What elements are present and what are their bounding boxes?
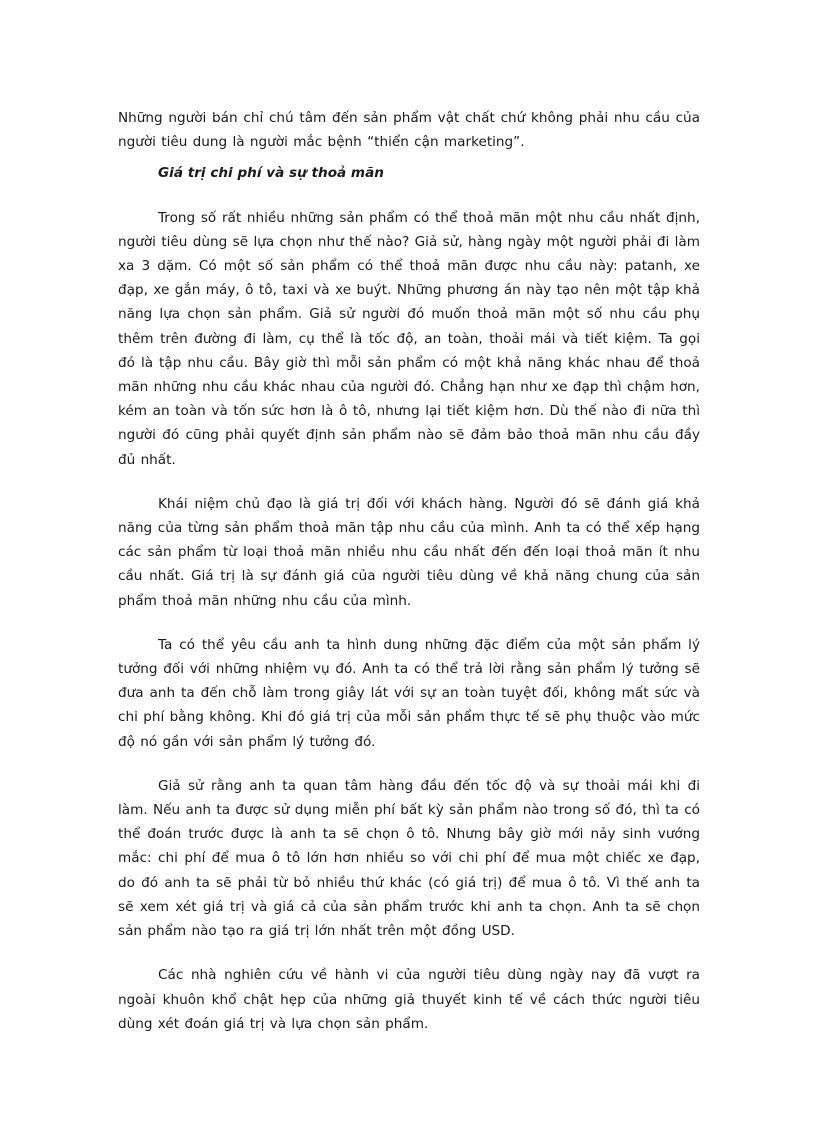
- intro-paragraph: Những người bán chỉ chú tâm đến sản phẩm vật chất chứ không phải nhu cầu của người tiêu dung là người mắc bệnh “thiển cận marketing”.: [118, 110, 700, 151]
- paragraph-5: Các nhà nghiên cứu về hành vi của người tiêu dùng ngày nay đã vượt ra ngoài khuôn khổ chật hẹp của những giả thuyết kinh tế về cách thức người tiêu dùng xét đoán giá trị và lựa chọn sản phẩm.: [118, 967, 700, 1032]
- paragraph-4: Giả sử rằng anh ta quan tâm hàng đầu đến tốc độ và sự thoải mái khi đi làm. Nếu anh ta được sử dụng miễn phí bất kỳ sản phẩm nào trong số đó, thì ta có thể đoán trước được là anh ta sẽ chọn ô tô. Nhưng bây giờ mới nảy sinh vướng mắc: chi phí để mua ô tô lớn hơn nhiều so với chi phí để mua một chiếc xe đạp, do đó anh ta sẽ phải từ bỏ nhiều thứ khác (có giá trị) để mua ô tô. Vì thế anh ta sẽ xem xét giá trị và giá cả của sản phẩm trước khi anh ta chọn. Anh ta sẽ chọn sản phẩm nào tạo ra giá trị lớn nhất trên một đồng USD.: [118, 777, 700, 940]
- document-page: [118, 106, 700, 1036]
- section-heading: Giá trị chi phí và sự thoả mãn: [158, 165, 384, 182]
- paragraph-3: Ta có thể yêu cầu anh ta hình dung những đặc điểm của một sản phẩm lý tưởng đối với những nhiệm vụ đó. Anh ta có thể trả lời rằng sản phẩm lý tưởng sẽ đưa anh ta đến chỗ làm trong giây lát với sự an toàn tuyệt đối, không mất sức và chi phí bằng không. Khi đó giá trị của mỗi sản phẩm thực tế sẽ phụ thuộc vào mức độ nó gần với sản phẩm lý tưởng đó.: [118, 636, 700, 750]
- paragraph-2: Khái niệm chủ đạo là giá trị đối với khách hàng. Người đó sẽ đánh giá khả năng của từng sản phẩm thoả mãn tập nhu cầu của mình. Anh ta có thể xếp hạng các sản phẩm từ loại thoả mãn nhiều nhu cầu nhất đến đến loại thoả mãn ít nhu cầu nhất. Giá trị là sự đánh giá của người tiêu dùng về khả năng chung của sản phẩm thoả mãn những nhu cầu của mình.: [118, 495, 700, 609]
- paragraph-1: Trong số rất nhiều những sản phẩm có thể thoả mãn một nhu cầu nhất định, người tiêu dùng sẽ lựa chọn như thế nào? Giả sử, hàng ngày một người phải đi làm xa 3 dặm. Có một số sản phẩm có thể thoả mãn được nhu cầu này: patanh, xe đạp, xe gắn máy, ô tô, taxi và xe buýt. Những phương án này tạo nên một tập khả năng lựa chọn sản phẩm. Giả sử người đó muốn thoả mãn một số nhu cầu phụ thêm trên đường đi làm, cụ thể là tốc độ, an toàn, thoải mái và tiết kiệm. Ta gọi đó là tập nhu cầu. Bây giờ thì mỗi sản phẩm có một khả năng khác nhau để thoả mãn những nhu cầu khác nhau của người đó. Chẳng hạn như xe đạp thì chậm hơn, kém an toàn và tốn sức hơn là ô tô, nhưng lại tiết kiệm hơn. Dù thế nào đi nữa thì người đó cũng phải quyết định sản phẩm nào sẽ đảm bảo thoả mãn nhu cầu đầy đủ nhất.: [118, 209, 700, 468]
